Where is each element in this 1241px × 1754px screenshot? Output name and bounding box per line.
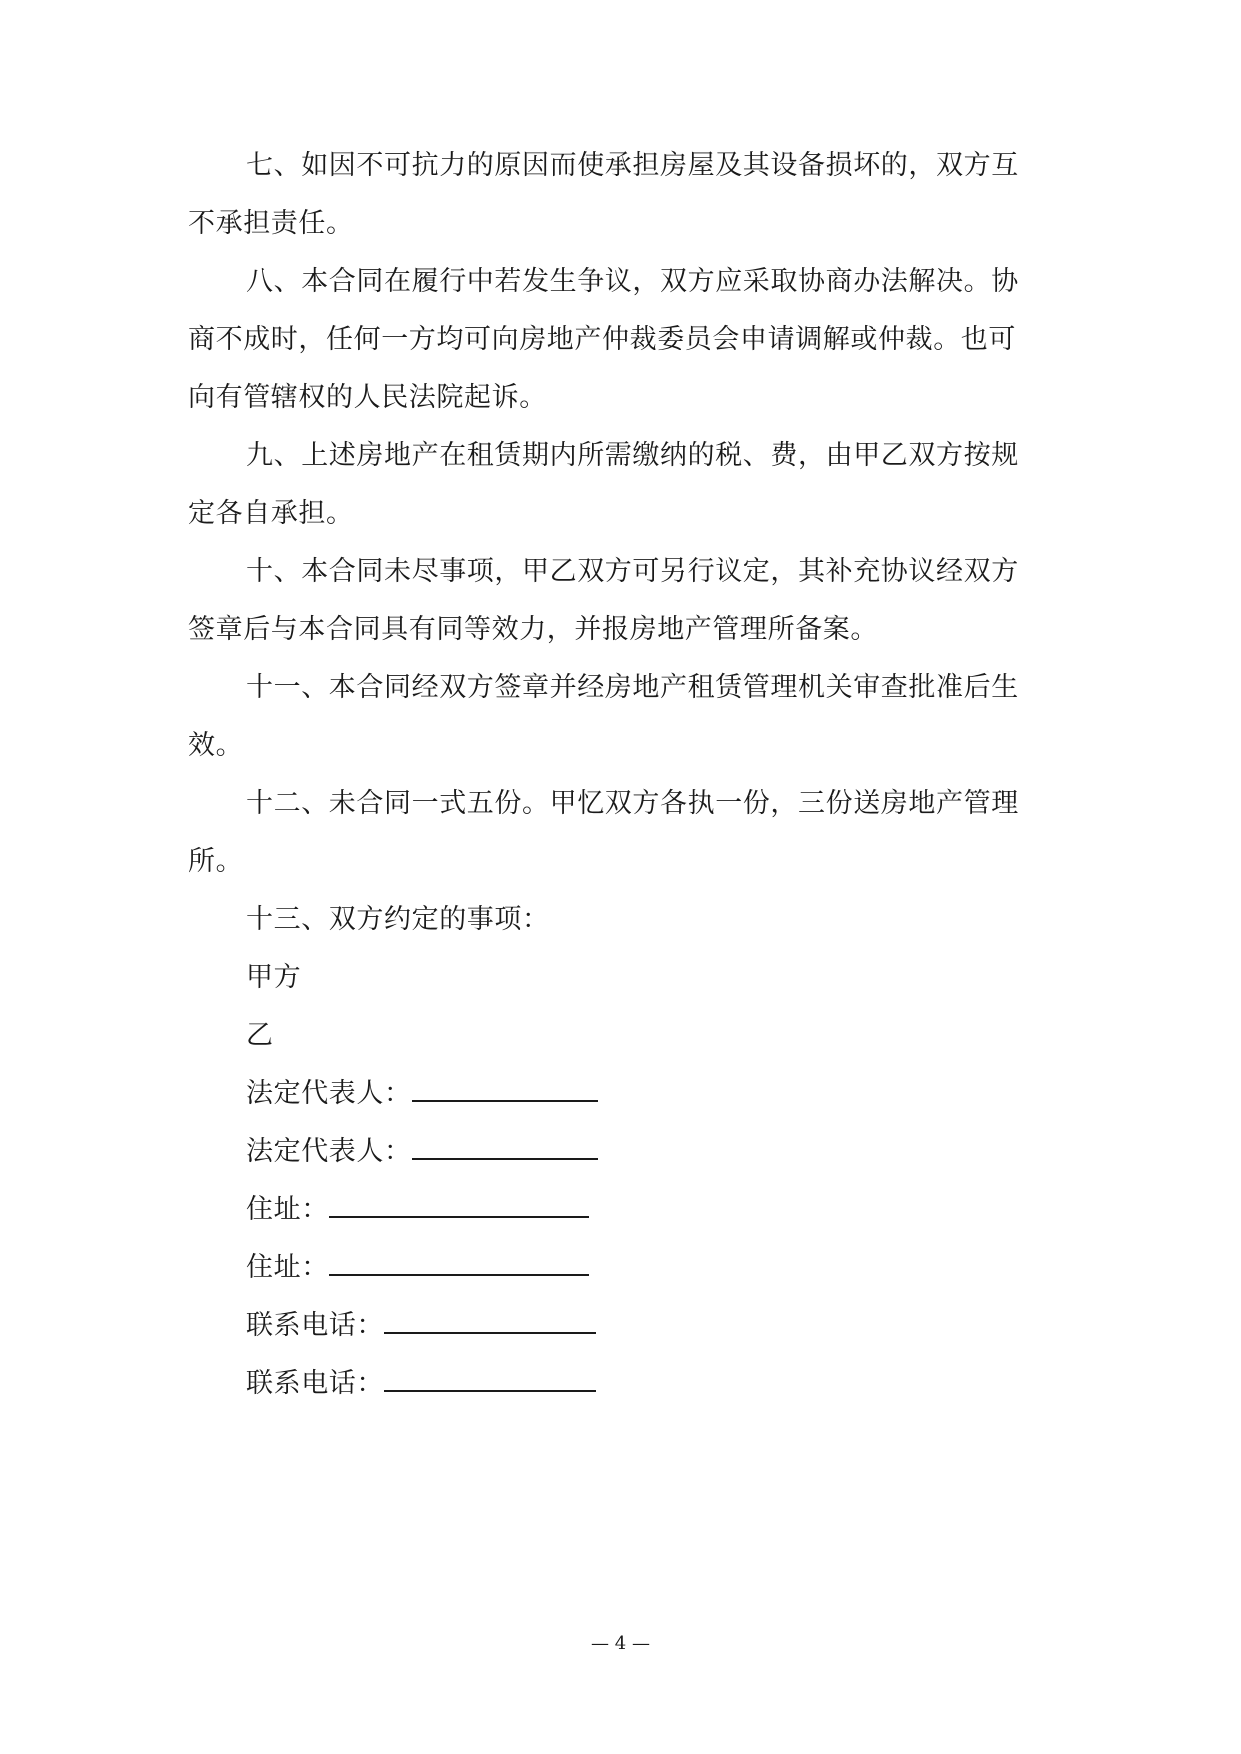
phone-row-a (246, 1308, 1126, 1344)
clause-13-line-1: 十三、双方约定的事项： (246, 904, 550, 935)
clause-7-line-2: 不承担责任。 (188, 208, 354, 239)
clause-9-line-2: 定各自承担。 (188, 498, 354, 529)
legal-rep-row-b (246, 1134, 1126, 1170)
clause-11-line-2: 效。 (188, 730, 244, 761)
phone-row-b (246, 1366, 1126, 1402)
clause-12-line-1: 十二、未合同一式五份。甲忆双方各执一份，三份送房地产管理 (246, 788, 1019, 819)
clause-11-line-1: 十一、本合同经双方签章并经房地产租赁管理机关审查批准后生 (246, 672, 1019, 703)
address-label: 住址： (246, 1194, 329, 1225)
clause-8-line-3: 向有管辖权的人民法院起诉。 (188, 382, 547, 413)
legal-rep-label: 法定代表人： (246, 1078, 412, 1109)
legal-rep-row-a (246, 1076, 1126, 1112)
phone-label: 联系电话： (246, 1368, 384, 1399)
address-blank-b[interactable] (329, 1252, 589, 1276)
clause-7-line-1: 七、如因不可抗力的原因而使承担房屋及其设备损坏的，双方互 (246, 150, 1019, 181)
legal-rep-blank-b[interactable] (412, 1136, 598, 1160)
address-label: 住址： (246, 1252, 329, 1283)
party-b-label: 乙 (246, 1020, 274, 1051)
phone-blank-a[interactable] (384, 1310, 596, 1334)
legal-rep-label: 法定代表人： (246, 1136, 412, 1167)
clause-12-line-2: 所。 (188, 846, 244, 877)
address-row-b (246, 1250, 1126, 1286)
clause-10-line-1: 十、本合同未尽事项，甲乙双方可另行议定，其补充协议经双方 (246, 556, 1019, 587)
clause-10-line-2: 签章后与本合同具有同等效力，并报房地产管理所备案。 (188, 614, 878, 645)
clause-9-line-1: 九、上述房地产在租赁期内所需缴纳的税、费，由甲乙双方按规 (246, 440, 1019, 471)
legal-rep-blank-a[interactable] (412, 1078, 598, 1102)
page-number: — 4 — (591, 1633, 650, 1654)
phone-label: 联系电话： (246, 1310, 384, 1341)
clause-8-line-1: 八、本合同在履行中若发生争议，双方应采取协商办法解决。协 (246, 266, 1019, 297)
party-a-label: 甲方 (246, 962, 302, 993)
address-blank-a[interactable] (329, 1194, 589, 1218)
clause-8-line-2: 商不成时，任何一方均可向房地产仲裁委员会申请调解或仲裁。也可 (188, 324, 1016, 355)
phone-blank-b[interactable] (384, 1368, 596, 1392)
address-row-a (246, 1192, 1126, 1228)
